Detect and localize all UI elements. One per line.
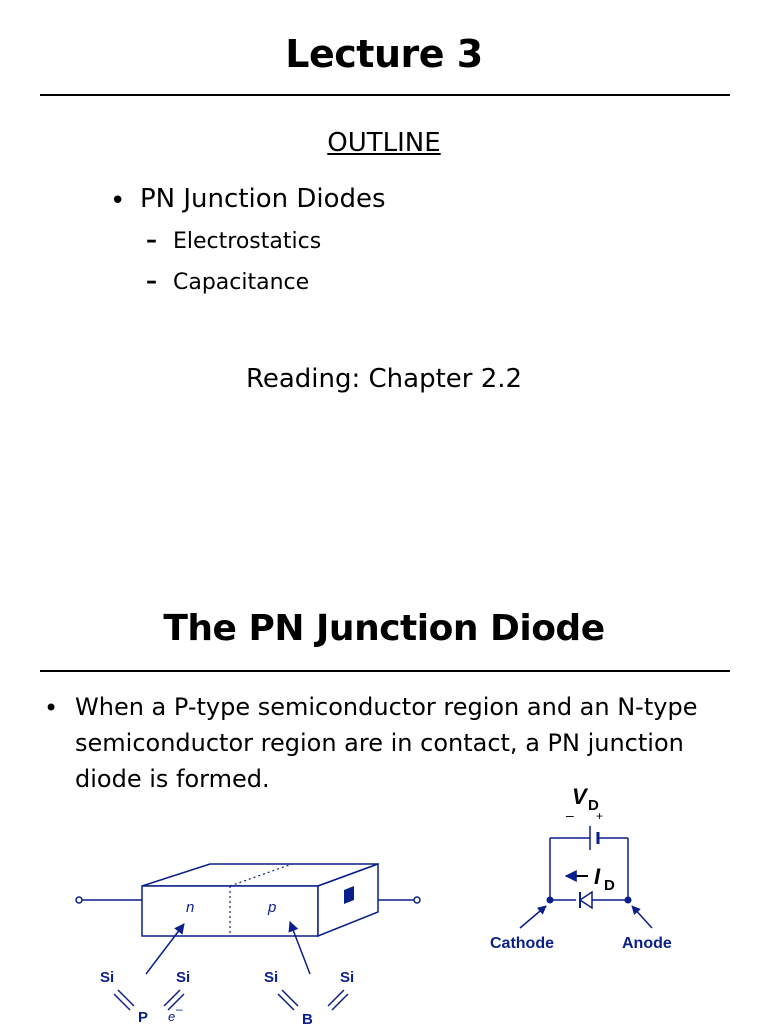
vd-label: V [572,784,587,809]
si-atom-label: Si [340,969,355,986]
bullet-dot: • [110,186,126,216]
bond-line [328,990,344,1006]
slide-pn-junction-diode [0,560,768,1024]
bullet-line-2: semiconductor region are in contact, a PN junction [75,729,684,757]
si-atom-label: Si [264,969,279,986]
anode-node [625,897,632,904]
outline-heading: OUTLINE [327,128,441,158]
outline-subitem-electrostatics: Electrostatics [173,229,322,254]
battery-minus: – [566,807,574,823]
si-atom-label: Si [176,969,191,986]
anode-label: Anode [622,935,672,952]
bond-line [118,990,134,1006]
cathode-label: Cathode [490,935,554,952]
anode-callout-arrow [632,906,652,928]
cathode-node [547,897,554,904]
id-label: I [594,864,601,889]
dopant-boron-label: B [302,1011,313,1024]
p-region-label: p [268,899,277,916]
right-terminal [414,897,420,903]
bond-line [278,994,294,1010]
slide-title: Lecture 3 [285,32,483,76]
slide-title: The PN Junction Diode [163,608,605,649]
si-atom-label: Si [100,969,115,986]
n-region-label: n [186,899,195,916]
pn-junction-block-diagram [60,850,440,1024]
bond-line [114,994,130,1010]
bullet-line-1: When a P-type semiconductor region and an N-type [75,693,698,721]
title-rule [40,670,730,672]
left-terminal [76,897,82,903]
sub-dash: – [146,228,157,253]
cathode-callout-arrow [520,906,546,928]
electron-label: e [168,1009,176,1024]
sub-dash: – [146,269,157,294]
bond-line [332,994,348,1010]
outline-subitem-capacitance: Capacitance [173,270,310,295]
bullet-dot: • [44,694,59,722]
diode-triangle [580,892,592,908]
bond-line [282,990,298,1006]
reading-note: Reading: Chapter 2.2 [245,364,523,394]
diode-circuit-diagram [480,780,700,960]
vd-subscript: D [588,797,599,814]
battery-plus: + [596,809,604,823]
electron-charge-mark: – [176,1002,183,1016]
dopant-phosphorus-label: P [138,1009,149,1024]
bullet-line-3: diode is formed. [75,765,270,793]
id-subscript: D [604,877,615,894]
outline-item-pn-junction-diodes: PN Junction Diodes [140,184,386,214]
title-rule [40,94,730,96]
